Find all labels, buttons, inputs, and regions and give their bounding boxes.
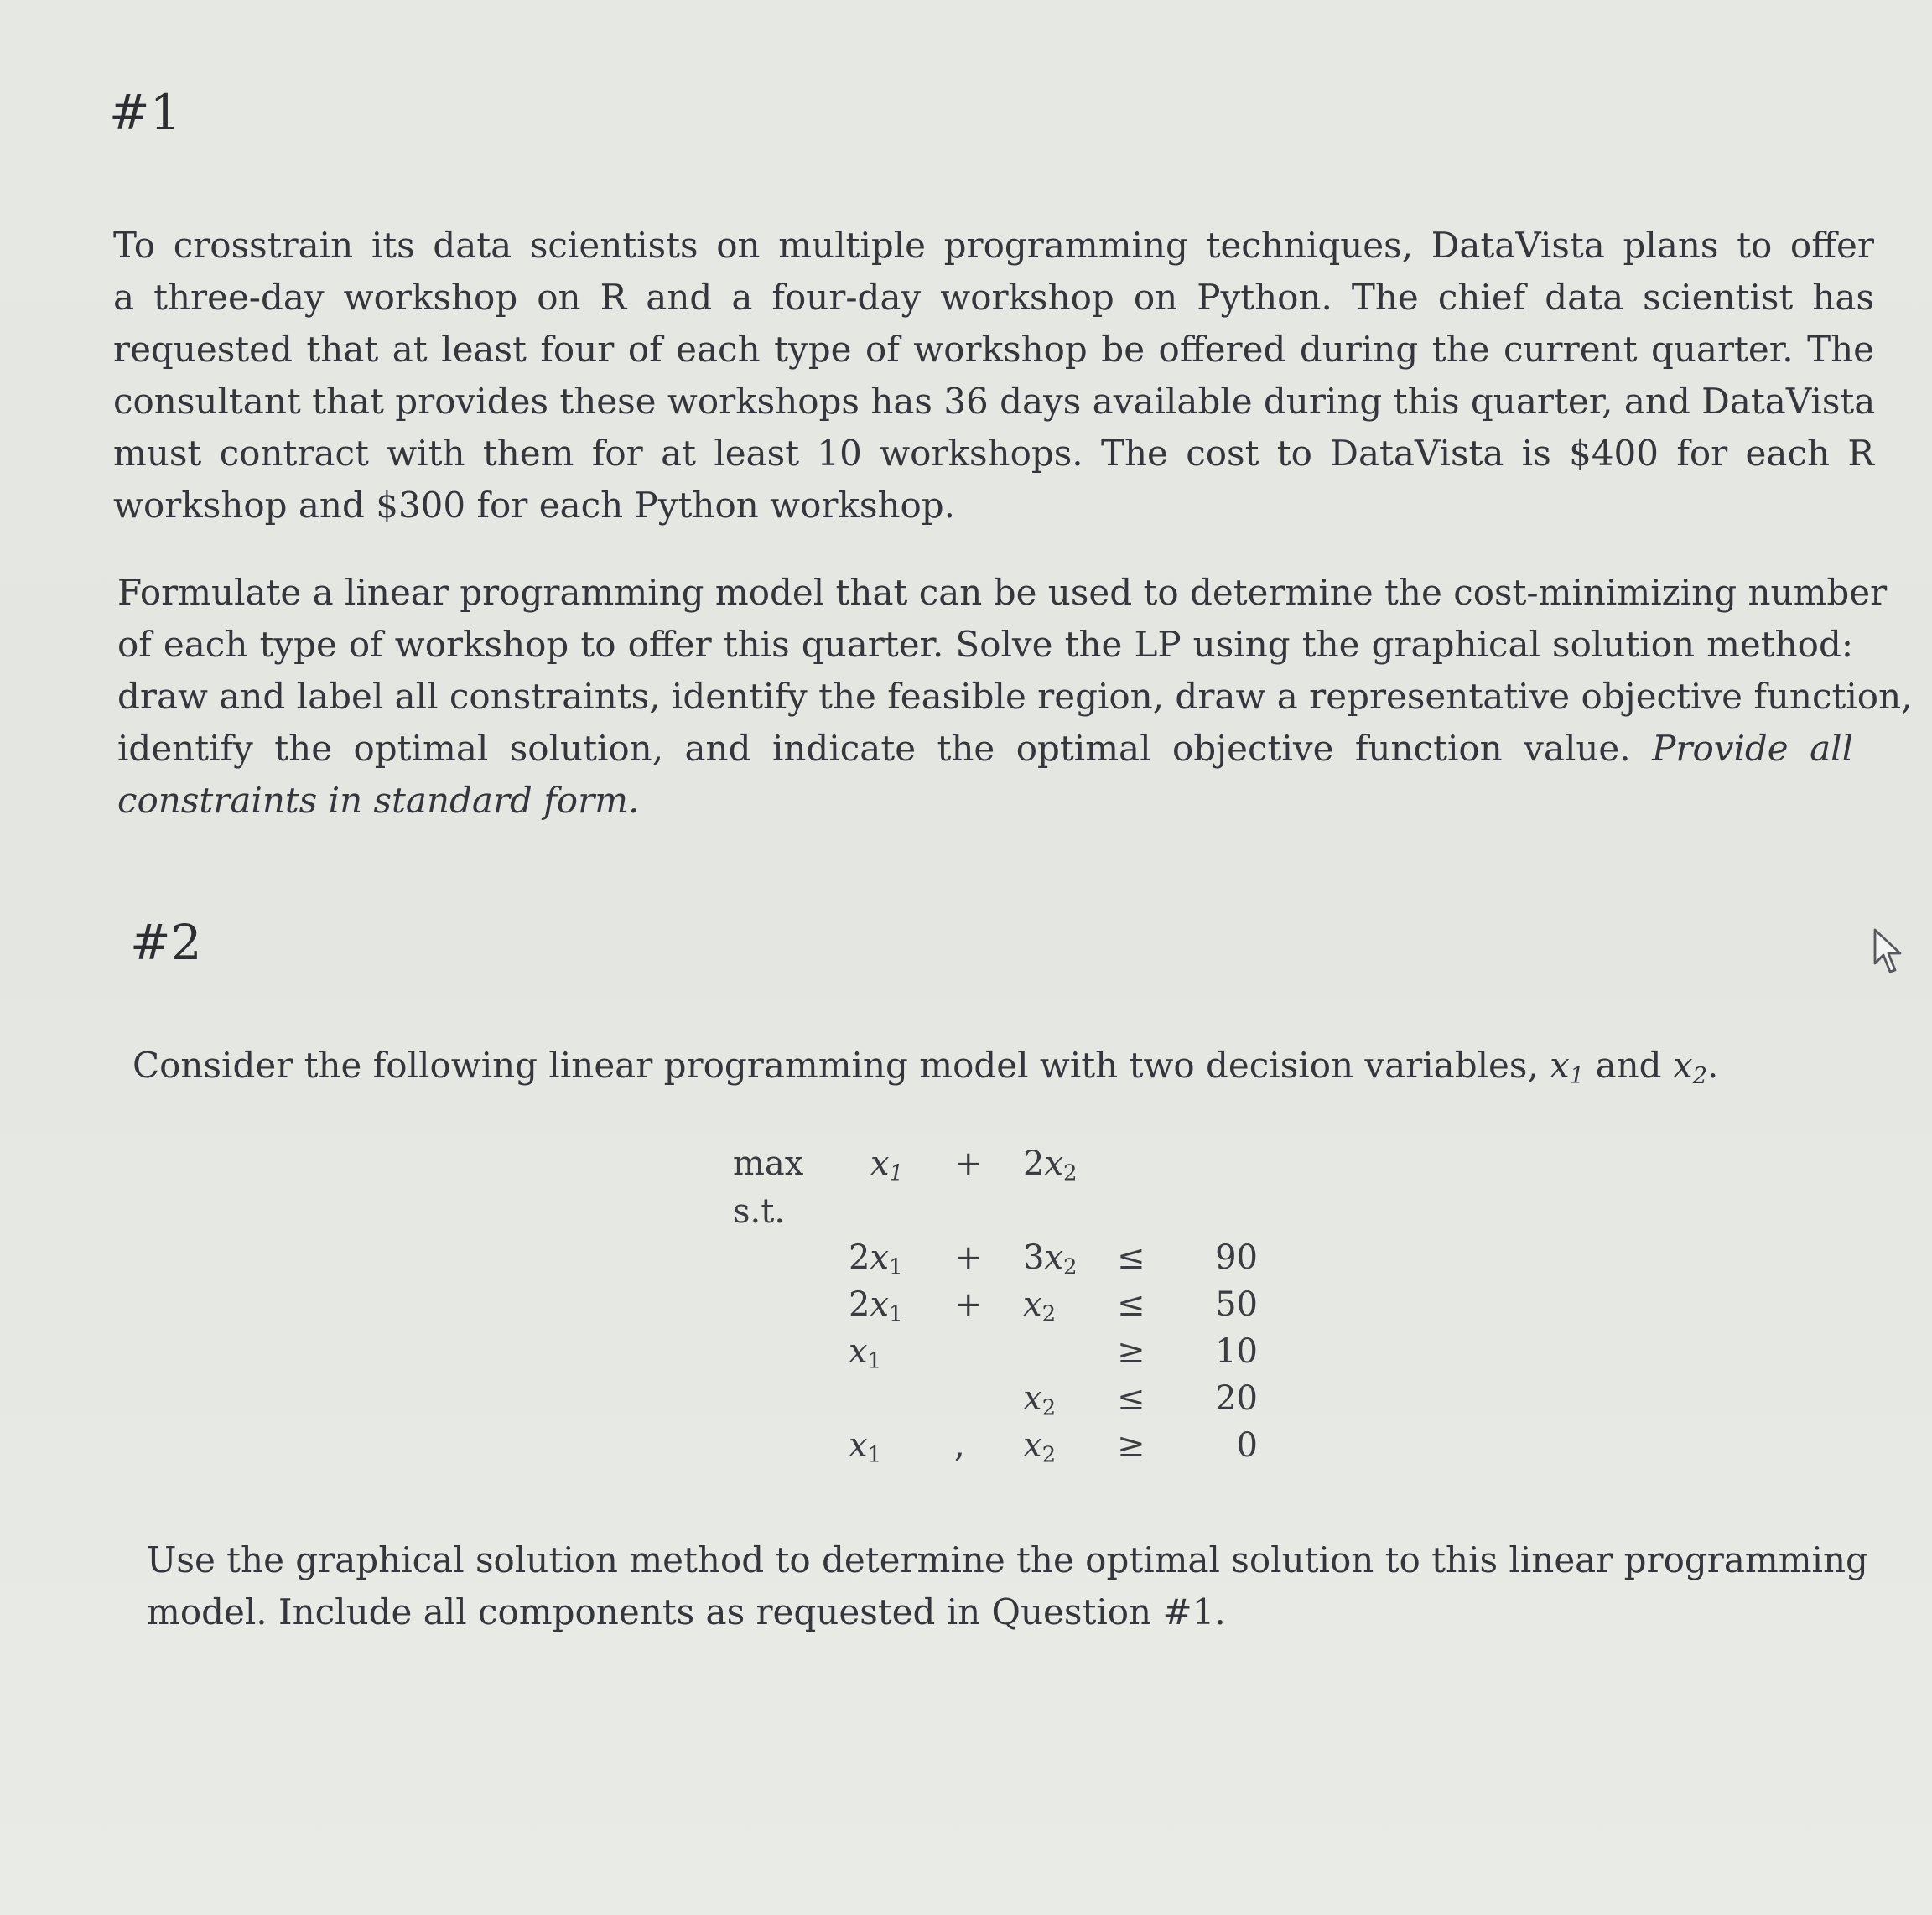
paragraph-line: a three-day workshop on R and a four-day workshop on Python. The chief data scientist has xyxy=(113,277,1874,318)
max-keyword: max xyxy=(733,1144,804,1183)
paragraph-line: consultant that provides these workshops has 36 days available during this quarter, and DataVista xyxy=(113,381,1876,422)
variable-x1 xyxy=(1550,1045,1585,1089)
paragraph-line: must contract with them for at least 10 workshops. The cost to DataVista is $400 for each R xyxy=(113,433,1874,474)
objective-term-2: $2x_2$ xyxy=(1023,1144,1078,1186)
variable-symbol: x xyxy=(1672,1045,1693,1086)
constraint-rhs: 20 xyxy=(1215,1379,1258,1418)
constraint-term-2: $x_2$ xyxy=(1023,1379,1057,1421)
intro-line xyxy=(132,1040,1860,1103)
constraint-relation: ≥ xyxy=(1117,1332,1145,1371)
constraint-term-1: $x_1$ xyxy=(849,1332,882,1374)
constraint-rhs: 90 xyxy=(1215,1238,1258,1277)
constraint-term-1: $2x_1$ xyxy=(849,1238,903,1280)
constraint-relation: ≥ xyxy=(1117,1426,1145,1465)
objective-term-1: $x_1$ xyxy=(870,1144,904,1186)
paragraph-line: To crosstrain its data scientists on multiple programming techniques, DataVista plans to offer xyxy=(113,225,1874,266)
intro-and: and xyxy=(1595,1045,1662,1086)
constraint-term-1: $2x_1$ xyxy=(849,1285,903,1327)
objective-operator: + xyxy=(954,1144,983,1183)
constraint-operator: + xyxy=(954,1238,983,1277)
constraint-operator: + xyxy=(954,1285,983,1324)
question-1-heading: #1 xyxy=(109,84,181,141)
paragraph-line-text: identify the optimal solution, and indicate the optimal objective function value. xyxy=(117,728,1631,769)
italic-instruction-start: Provide all xyxy=(1652,728,1853,769)
constraint-term-1: $x_1$ xyxy=(849,1426,882,1468)
paragraph-line: workshop and $300 for each Python workshop. xyxy=(113,485,956,526)
question-1-paragraph-2 xyxy=(117,567,1913,827)
constraint-rhs: 10 xyxy=(1215,1332,1258,1371)
mouse-pointer-icon xyxy=(1870,926,1907,977)
paragraph-line: model. Include all components as requested in Question #1. xyxy=(147,1591,1226,1632)
constraint-relation: ≤ xyxy=(1117,1285,1145,1324)
variable-subscript: 2 xyxy=(1692,1062,1707,1089)
italic-instruction-end: constraints in standard form. xyxy=(117,780,640,821)
variable-symbol: x xyxy=(1550,1045,1570,1086)
variable-x2 xyxy=(1672,1045,1707,1089)
paragraph-line: draw and label all constraints, identify the feasible region, draw a representative objective function, xyxy=(117,676,1913,717)
constraint-term-2: $x_2$ xyxy=(1023,1285,1057,1327)
constraint-rhs: 50 xyxy=(1215,1285,1258,1324)
question-2-closing xyxy=(147,1534,1868,1638)
paragraph-line-mixed xyxy=(117,723,1853,775)
paragraph-line xyxy=(117,775,1853,827)
question-2-heading: #2 xyxy=(130,914,202,971)
variable-subscript: 1 xyxy=(1569,1062,1585,1089)
constraint-relation: ≤ xyxy=(1117,1379,1145,1418)
intro-text: Consider the following linear programming model with two decision variables, xyxy=(132,1045,1539,1086)
constraint-relation: ≤ xyxy=(1117,1238,1145,1277)
constraint-operator: , xyxy=(954,1426,965,1465)
paragraph-line: Formulate a linear programming model that can be used to determine the cost-minimizing number xyxy=(117,572,1888,613)
st-keyword: s.t. xyxy=(733,1192,786,1231)
constraint-term-2: $3x_2$ xyxy=(1023,1238,1078,1280)
question-2-intro xyxy=(132,1040,1860,1103)
paragraph-line: requested that at least four of each type of workshop be offered during the current quarter. The xyxy=(113,329,1874,370)
intro-period: . xyxy=(1707,1045,1719,1086)
paragraph-line: Use the graphical solution method to determine the optimal solution to this linear programming xyxy=(147,1539,1868,1580)
constraint-term-2: $x_2$ xyxy=(1023,1426,1057,1468)
question-1-paragraph-1 xyxy=(113,220,1874,532)
paragraph-line: of each type of workshop to offer this quarter. Solve the LP using the graphical solution method: xyxy=(117,624,1853,665)
constraint-rhs: 0 xyxy=(1236,1426,1258,1465)
